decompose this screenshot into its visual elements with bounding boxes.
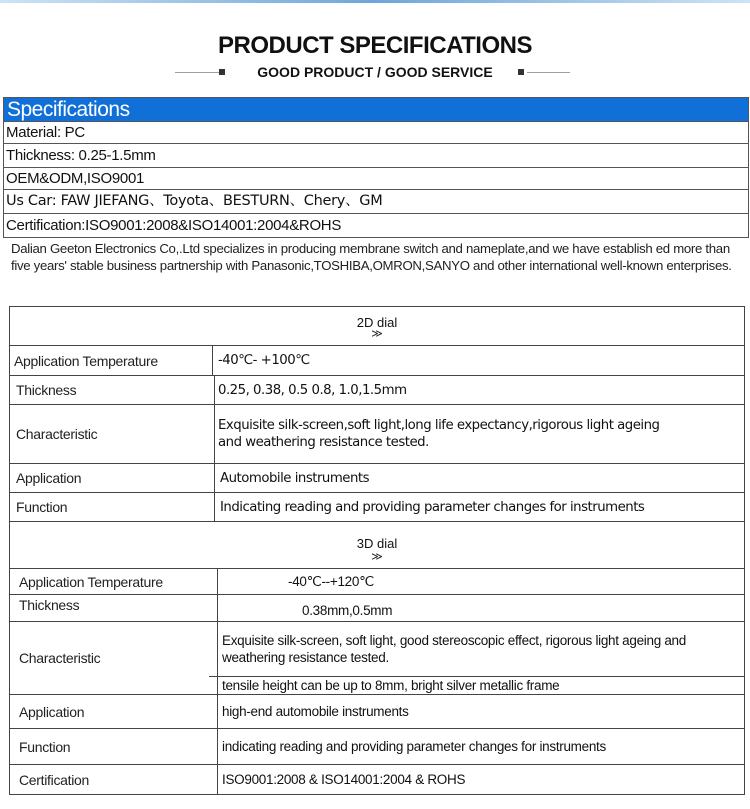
section-title-2d-dial: 2D dial [356,315,398,330]
table-row [10,464,744,493]
table-row [10,376,744,405]
row-label-application-temperature: Application Temperature [10,346,213,375]
row-value-characteristic: Exquisite silk-screen,soft light,long life expectancy,rigorous light ageing and weathering resistance tested. [218,418,660,450]
page-subtitle: GOOD PRODUCT / GOOD SERVICE [257,64,493,80]
spec-row-material: Material: PC [4,122,748,144]
section-title-3d-dial: 3D dial [356,536,398,551]
subtitle-marker-right [518,69,524,75]
specifications-heading: Specifications [4,98,748,122]
row-label-thickness: Thickness [10,376,215,404]
row-value-application-temperature: -40℃- +100℃ [218,353,310,368]
row-value-characteristic: Exquisite silk-screen, soft light, good stereoscopic effect, rigorous light ageing and weathering resistance tested. [222,633,686,665]
dial-spec-table [9,306,745,795]
row-label-application-temperature: Application Temperature [10,569,218,594]
table-row [10,569,744,595]
row-value-function: indicating reading and providing parameter changes for instruments [222,739,606,754]
row-value-application: high-end automobile instruments [222,704,409,719]
row-value-function: Indicating reading and providing parameter changes for instruments [220,499,645,515]
section-header-3d-dial [10,522,744,569]
row-label-characteristic: Characteristic [10,622,218,694]
row-value-characteristic-extra: tensile height can be up to 8mm, bright silver metallic frame [222,678,560,693]
chevron-down-icon: ≫ [371,551,383,563]
characteristic-subcell [209,622,744,677]
characteristic-subcell-extra [209,677,744,694]
table-row [10,595,744,622]
page-title: PRODUCT SPECIFICATIONS [218,32,532,59]
spec-row-certification: Certification:ISO9001:2008&ISO14001:2004&ROHS [6,217,342,234]
spec-row-thickness: Thickness: 0.25-1.5mm [4,144,748,168]
row-value-thickness: 0.38mm,0.5mm [302,602,393,618]
row-value-application: Automobile instruments [220,470,370,486]
row-label-application: Application [10,464,215,492]
specifications-box [3,97,749,238]
row-label-function: Function [10,493,215,521]
row-label-characteristic: Characteristic [10,405,215,463]
row-label-certification: Certification [10,765,218,794]
spec-row-oem: OEM&ODM,ISO9001 [4,168,748,190]
row-value-thickness: 0.25, 0.38, 0.5 0.8, 1.0,1.5mm [218,382,407,398]
top-accent-line [0,0,750,3]
table-row [10,346,744,376]
table-row [10,729,744,765]
subtitle-divider-right [527,72,570,73]
table-row [10,405,744,464]
table-row [10,695,744,729]
row-label-thickness: Thickness [10,595,218,621]
row-value-certification: ISO9001:2008 & ISO14001:2004 & ROHS [222,772,466,787]
section-header-2d-dial [10,307,744,346]
row-value-application-temperature: -40℃--+120℃ [288,573,374,589]
table-row [10,493,744,522]
company-intro: Dalian Geeton Electronics Co,.Ltd specializes in producing membrane switch and nameplate,and we have establish ed more than five years' stable business partnership with Panasonic,TOSHIBA,OMRON,SANYO and other international well-known enterprises. [11,241,732,273]
row-label-application: Application [10,695,218,728]
table-row [10,622,744,695]
table-row [10,765,744,794]
row-label-function: Function [10,729,218,764]
spec-row-us-car: Us Car: FAW JIEFANG、Toyota、BESTURN、Chery、GM [4,190,748,214]
chevron-down-icon: ≫ [371,328,383,340]
